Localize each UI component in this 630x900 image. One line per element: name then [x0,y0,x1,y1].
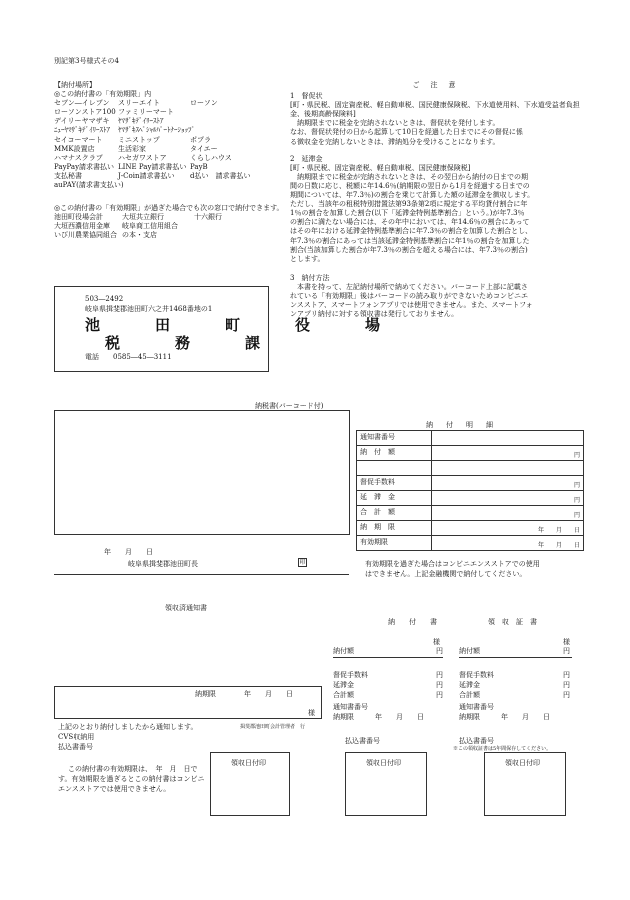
note-line: 期間については、年7.3％)の割合を乗じて計算した額の延滞金を徴収します。 [290,191,535,200]
receipt-fee-label: 督促手数料 [459,671,494,679]
stamp-box-payment [345,752,427,816]
places-heading: 【納付場所】 [54,81,96,89]
list-cell: ポプラ [190,135,211,144]
receipt-sama: 様 [563,638,570,646]
payment-total-yen: 円 [436,691,443,699]
expiry-line-1: この納付書の有効期限は、 年 月 日で [68,765,198,773]
receipt-notice-sama: 様 [308,709,315,717]
table-row [357,536,584,551]
stamp-label: 領収日付印 [505,759,540,767]
notes-title: ご 注 意 [412,81,458,89]
row-value: 円 [432,476,584,491]
payment-amount-label: 納付額 [333,647,354,655]
bank-list [54,213,299,240]
section-name: 税 務 課 [105,334,281,352]
note-line: ただし、当該年の租税特別措置法第93条第2項に規定する平均貸付割合に年 [290,200,528,209]
table-row [357,431,584,446]
list-item [54,117,299,126]
list-cell: 大垣西濃信用金庫 [54,222,110,231]
details-table [356,430,584,551]
expiry-line-2: す。有効期限を過ぎるとこの納付書はコンビニ [58,775,205,783]
receipt-late-label: 延滞金 [459,681,480,689]
row-label: 納 付 額 [357,446,432,461]
barcode-area [54,410,350,535]
list-cell: ﾔﾏｻﾞｷﾃﾞｲﾘｰｽﾄｱ [118,117,164,126]
details-note-2: はできません。上記金融機関で納付してください。 [365,570,527,578]
places-in-period: ◎この納付書の「有効期限」内 [54,90,152,99]
list-item [54,126,299,135]
notes-section [290,81,580,319]
table-row [357,521,584,536]
row-value: 年 月 日 [432,536,584,551]
list-cell: 大垣共立銀行 [122,213,164,222]
table-row [357,506,584,521]
notes-s1-body [290,119,580,146]
list-cell: LINE Pay請求書払い [118,162,187,171]
store-list [54,99,299,190]
official-seal: 印 [299,559,306,566]
payment-amount-yen: 円 [436,647,443,655]
list-cell: 池田町役場会計 [54,213,103,222]
payment-places [54,81,299,241]
receipt-keep-note: ※この領収証書は5年間保存してください。 [453,746,552,752]
list-item [54,163,299,172]
receipt-total-label: 合計額 [459,691,480,699]
details-note-1: 有効期限を過ぎた場合はコンビニエンスストアでの使用 [365,560,540,568]
list-item [54,108,299,117]
row-label: 有効期限 [357,536,432,551]
details-title: 納 付 明 細 [426,421,496,429]
list-item [54,231,299,240]
note-line: 納期限までに税金を完納されないときは、督促状を発付します。 [297,119,500,128]
payment-fee-yen: 円 [436,671,443,679]
stamp-box-receipt [484,752,566,816]
list-cell: スリーエイト [118,99,160,108]
issue-date: 年 月 日 [104,548,153,556]
list-cell: 生活彩家 [118,144,146,153]
note-line: ンアプリ納付に対する領収書は発行しておりません。 [290,310,459,319]
list-cell: d払い 請求書払い [190,171,251,180]
list-cell: 支払秘書 [54,171,82,180]
row-value: 円 [432,446,584,461]
table-row [357,461,584,476]
list-cell: ハマナスクラブ [54,153,103,162]
list-item [54,154,299,163]
note-line: なお、督促状発付の日から起算して10日を経過した日までにその督促に係 [290,128,523,137]
list-cell: ﾆｭｰﾔﾏｻﾞｷﾃﾞｲﾘｰｽﾄｱ [54,126,110,135]
payment-slip-title: 納 付 書 [388,618,437,626]
payment-payin-label: 払込書番号 [345,737,380,745]
row-value: 円 [432,491,584,506]
list-cell: MMK設置店 [54,144,95,153]
note-line: 納期限までに税金が完納されないときは、その翌日から納付の日までの期 [297,172,528,181]
receipt-late-yen: 円 [563,681,570,689]
list-cell: タイエー [190,144,218,153]
payment-late-yen: 円 [436,681,443,689]
notes-s3-body [290,283,580,319]
places-after-period: ◎この納付書の「有効期限」が過ぎた場合でも次の窓口で納付できます。 [54,204,284,213]
note-line: れている「有効期限」後はバーコードの読み取りができないためコンビニエ [290,291,528,300]
list-item [54,136,299,145]
note-line: 本書を持って、左記納付場所で納めてください。バーコード上部に記載さ [297,282,528,291]
note-line: ンスストア、スマートフォンアプリでは使用できません。また、スマートフォ [290,301,533,310]
list-cell: PayB [190,162,208,171]
office-address: 岐阜県揖斐郡池田町六之井1468番地の1 [85,305,213,313]
table-row [357,446,584,461]
receipt-due: 納期限 年 月 日 [459,713,550,721]
note-line: 割合(当該加算した割合が年7.3％の割合を超える場合には、年7.3％の割合) [290,245,528,254]
row-value: 円 [432,506,584,521]
list-cell: ローソンストア100 [54,108,116,117]
postal-code: 503―2492 [85,295,124,303]
tax-notice-title: 納税書(バーコード付) [255,402,324,410]
note-line: 年7.3％の割合にあっては当該延滞金特例基準割合に年1％の割合を加算した [290,236,530,245]
office-tel: 電話 0585―45―3111 [85,353,172,361]
receipt-notice-title: 領収済通知書 [165,604,207,612]
notes-s2-title: 2 延滞金 [290,154,323,163]
receipt-amount-yen: 円 [563,647,570,655]
list-cell: くらしハウス [190,153,232,162]
office-name: 池 田 町 役 場 [85,316,401,334]
receipt-payin-label: 払込書番号 [459,737,494,745]
notes-s2-scope: [町・県民税、固定資産税、軽自動車税、国民健康保険税] [290,163,471,172]
list-cell: 岐阜商工信用組合 [122,222,178,231]
row-label: 延 滞 金 [357,491,432,506]
row-label: 通知書番号 [357,431,432,446]
payment-total-label: 合計額 [333,691,354,699]
note-line: はその年における延滞金特例基準割合に年7.3％の割合を加算した割合とし、 [290,227,533,236]
notes-s1-scope: [町・県民税、固定資産税、軽自動車税、国民健康保険税、下水道使用料、下水道受益者負担金、後期高齢保険料] [290,101,580,119]
list-item [54,145,299,154]
note-line: の割合に満たない場合には、その年中においては、年14.6％の割合にあって [290,218,530,227]
stamp-label: 領収日付印 [366,759,401,767]
list-cell: ミニストップ [118,135,160,144]
note-line: 1％の割合を加算した割合(以下「延滞金特例基準割合」という。)が年7.3％ [290,209,525,218]
row-label: 督促手数料 [357,476,432,491]
accountant: 揖斐郡池田町会計管理者 行 [240,724,306,730]
note-line: 間の日数に応じ、税額に年14.6％(納期限の翌日から1月を経過する日までの [290,181,530,190]
notes-s1-title: 1 督促状 [290,92,323,101]
list-cell: デイリーヤマザキ [54,117,110,126]
list-cell: PayPay請求書払い [54,162,115,171]
row-label: 合 計 額 [357,506,432,521]
table-row [357,476,584,491]
payment-sama: 様 [433,638,440,646]
list-cell: ﾔﾏｻﾞｷｽﾍﾟｼｬﾙﾊﾟｰﾄﾅｰｼｮｯﾌﾟ [118,126,195,135]
list-cell: auPAY(請求書支払い) [54,181,124,190]
list-cell: ハセガワストア [118,153,167,162]
row-value [432,461,584,476]
receipt-total-yen: 円 [563,691,570,699]
payment-late-label: 延滞金 [333,681,354,689]
payin-number-label: 払込書番号 [58,743,93,751]
list-cell: ローソン [190,99,218,108]
list-item [54,181,299,190]
receipt-amount-label: 納付額 [459,647,480,655]
list-cell: の本・支店 [122,231,157,240]
receipt-notice-no: 通知書番号 [459,703,494,711]
payment-notice-no: 通知書番号 [333,703,368,711]
list-cell: 十六銀行 [194,213,222,222]
list-item [54,172,299,181]
notes-s2-body [290,173,580,264]
row-label: 納 期 限 [357,521,432,536]
payment-fee-label: 督促手数料 [333,671,368,679]
payment-due: 納期限 年 月 日 [333,713,424,721]
row-value [432,431,584,446]
list-cell: J-Coin請求書払い [118,171,175,180]
list-cell: ファミリーマート [118,108,174,117]
table-row [357,491,584,506]
receipt-title: 領 収 証 書 [488,618,537,626]
row-value: 年 月 日 [432,521,584,536]
stamp-box-notice [210,752,290,816]
list-item [54,213,299,222]
row-label [357,461,432,476]
issuer-name: 岐阜県揖斐郡池田町長 [128,560,198,568]
receipt-notice-due: 納期限 年 月 日 [195,690,293,698]
list-cell: いび川農業協同組合 [54,231,117,240]
notes-s3-title: 3 納付方法 [290,273,330,282]
list-cell: セイコーマート [54,135,103,144]
list-cell: セブン―イレブン [54,99,110,108]
notify-text: 上記のとおり納付しましたから通知します。 [58,723,198,731]
receipt-notice-box [54,686,322,719]
receipt-fee-yen: 円 [563,671,570,679]
expiry-line-3: エンスストアでは使用できません。 [58,785,171,793]
cvs-label: CVS収納用 [58,733,95,741]
list-item [54,99,299,108]
form-number: 別記第3号様式その4 [54,57,119,65]
note-line: とします。 [290,254,325,263]
stamp-label: 領収日付印 [231,759,266,767]
note-line: る徴収金を完納しないときは、滞納処分を受けることになります。 [290,137,500,146]
